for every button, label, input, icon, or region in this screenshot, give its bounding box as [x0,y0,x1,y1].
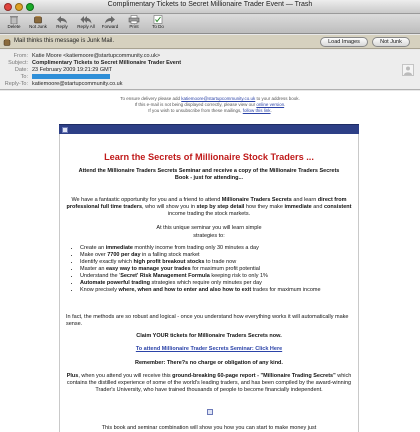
article-headline: Learn the Secrets of Millionaire Stock Traders ... [104,152,314,162]
list-item-post: trades for maximum income [251,287,321,293]
combination-paragraph: This book and seminar combination will show you how you can start to make money just [101,425,317,431]
opportunity-text-3: and learn [291,197,318,203]
note-line-2-start: If this e-mail is not being displayed correctly, please view our [134,102,257,107]
delete-label: Delete [7,24,21,29]
junk-mail-message: Mail thinks this message is Junk Mail. [14,38,115,44]
date-row [0,67,112,73]
not-junk-label: Not Junk [29,24,47,29]
list-item-bold: Automate powerful trading [80,280,150,286]
reply-button[interactable] [52,15,72,33]
newsletter-article [59,134,359,432]
missing-image-icon [62,127,68,133]
subject-label: Subject: [8,60,28,66]
subject-row [0,60,181,66]
strategy-list [74,245,348,294]
forward-button[interactable] [100,15,120,33]
reply-icon [56,15,68,24]
subject-value: Complimentary Tickets to Secret Millionaire Trader Event [32,60,182,66]
forward-label: Forward [101,24,119,29]
reply-to-value[interactable]: katiemoore@startupcommunity.co.uk [32,81,123,87]
delete-button[interactable] [4,15,24,33]
list-item [80,245,348,252]
opportunity-text-9: and [311,204,324,210]
intro-paragraph: Attend the Millionaire Traders Secrets Seminar and receive a copy of the Millionaire Traders Secrets Book - just for attending... [78,168,340,181]
opportunity-text-8: immediate [284,204,312,210]
list-item-pre: Master an [80,266,106,272]
delivery-note-line-3 [0,108,420,114]
robust-methods-paragraph: In fact, the methods are so robust and logical - once you understand how everything works it will automatically make sense. [66,314,349,327]
opportunity-text-10: consistent [323,204,352,210]
list-item-bold: high profit breakout stocks [133,259,205,265]
date-label: Date: [14,67,28,73]
note-line-1-start: To ensure delivery please add [120,96,182,101]
reply-all-button[interactable] [76,15,96,33]
todo-button[interactable] [148,15,168,33]
list-item-bold: Secret' Risk Management Formula [120,273,210,279]
message-headers [0,50,420,90]
attend-seminar-link[interactable]: To attend Millionaire Trader Secrets Seminar: Click Here [135,346,283,352]
to-label: To: [20,74,28,80]
list-item-pre: Know precisely [80,287,119,293]
to-row [0,74,110,80]
not-junk-toolbar-button[interactable] [28,15,48,33]
note-line-1-end: to your address book. [255,96,300,101]
todo-icon [152,15,164,24]
opportunity-text-7: how they make [244,204,285,210]
unique-seminar-line-1: At this unique seminar you will learn simple [156,225,262,231]
todo-label: To Do [152,24,164,29]
reply-to-row [0,81,122,87]
delivery-note [0,96,420,114]
missing-report-image-icon [207,409,213,415]
list-item-bold: immediate [105,245,133,251]
not-junk-button[interactable]: Not Junk [372,37,410,47]
redacted-recipient [32,74,110,79]
list-item-post: for maximum profit potential [190,266,261,272]
list-item-post: monthly income from trading only 30 minutes a day [132,245,259,251]
bonus-text-4: which contains the distilled experience of some of the world's leading traders, and has been compiled by the award-winning Trader's University, who have trained thousands of people to become financially independent. [66,373,352,393]
list-item [80,287,348,294]
bonus-text-1: Plus [66,373,79,379]
from-row [0,53,160,59]
reply-to-label: Reply-To: [4,81,28,87]
junk-bag-icon [3,38,11,46]
list-item [80,259,348,266]
list-item-pre: Identify exactly which [80,259,134,265]
list-item [80,266,348,273]
list-item [80,252,348,259]
unsubscribe-link[interactable]: follow this link [242,108,271,113]
claim-tickets-line: Claim YOUR tickets for Millionaire Traders Secrets now. [136,333,282,339]
note-line-3-start: If you wish to unsubscribe from these mailings, [148,108,243,113]
forward-icon [104,15,116,24]
address-book-link[interactable]: katiemoore@startupcommunity.co.uk [181,96,256,101]
list-item-pre: Understand the ' [80,273,121,279]
reply-all-label: Reply All [77,24,95,29]
list-item-bold: easy way to manage your trades [105,266,191,272]
list-item-bold: 7700 per day [107,252,141,258]
print-button[interactable] [124,15,144,33]
load-images-button[interactable]: Load Images [320,37,368,47]
list-item-post: strategies which require only minutes per day [149,280,262,286]
opportunity-text-5: , who will show you in [142,204,197,210]
date-value: 23 February 2009 19:21:29 GMT [32,67,113,73]
print-icon [128,15,140,24]
junk-mail-banner [0,35,420,49]
note-line-2-end: . [284,102,286,107]
list-item-bold: where, when and how to enter and also how to exit [118,287,252,293]
opportunity-text-6: step by step detail [196,204,245,210]
reply-all-icon [80,15,92,24]
delete-icon [8,15,20,24]
list-item-post: to trade now [204,259,237,265]
bonus-report-paragraph [66,373,352,394]
opportunity-text-11: income trading the stock markets. [167,211,251,217]
reply-label: Reply [56,24,68,29]
opportunity-paragraph [66,197,352,218]
online-version-link[interactable]: online version [256,102,285,107]
sender-image-icon [402,64,414,76]
window-titlebar [0,0,420,14]
from-value[interactable]: Katie Moore <katiemoore@startupcommunity.co.uk> [32,53,161,59]
newsletter-banner [59,124,359,134]
list-item-pre: Create an [80,245,106,251]
list-item-post: keeping risk to only 1% [209,273,268,279]
print-label: Print [129,24,139,29]
message-toolbar [0,14,420,34]
list-item-pre: Make over [80,252,108,258]
list-item-post: in a falling stock market [140,252,200,258]
message-body [0,91,420,432]
not-junk-icon [32,15,44,24]
note-line-3-end: . [270,108,272,113]
opportunity-text-1: We have a fantastic opportunity for you and a friend to attend [71,197,222,203]
list-item [80,273,348,280]
from-label: From: [13,53,28,59]
no-charge-reminder: Remember: There?s no charge or obligation of any kind. [135,360,283,366]
unique-seminar-line-2: strategies to: [193,233,225,239]
bonus-text-2: , when you attend you will receive this [78,373,173,379]
opportunity-text-2: Millionaire Traders Secrets [221,197,292,203]
opportunity-text-4: direct from professional full time traders [66,197,347,210]
window-title: Complimentary Tickets to Secret Millionaire Trader Event — Trash [107,1,313,8]
list-item [80,280,348,287]
bonus-text-3: ground-breaking 60-page report - "Millionaire Trading Secrets" [172,373,336,379]
